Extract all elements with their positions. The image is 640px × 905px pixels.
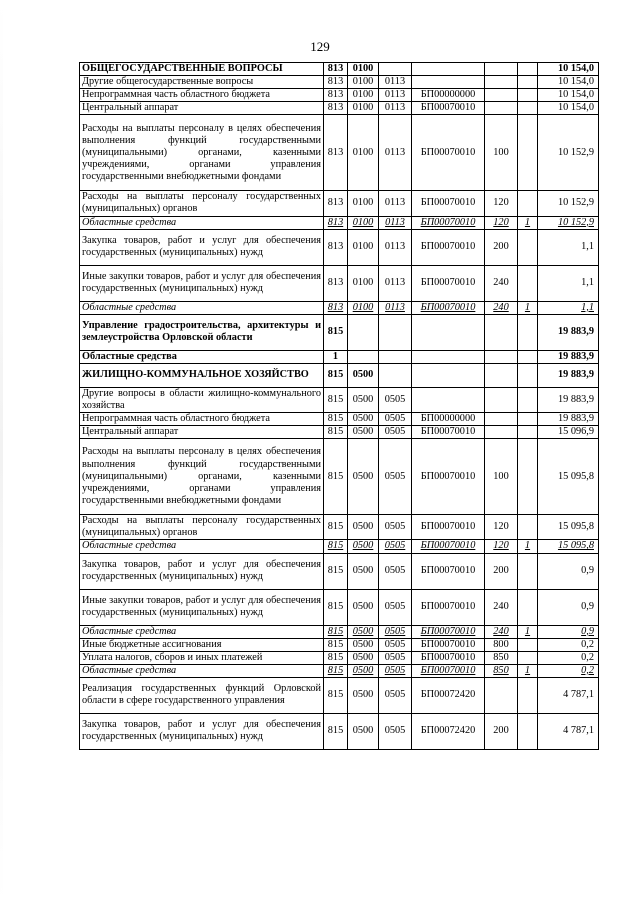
row-subsection-code: 0113 bbox=[379, 102, 412, 115]
row-section-code: 0500 bbox=[348, 413, 379, 426]
table-row bbox=[80, 363, 599, 387]
row-name: Областные средства bbox=[80, 540, 324, 553]
row-section-code: 0500 bbox=[348, 439, 379, 515]
row-subsection-code: 0505 bbox=[379, 426, 412, 439]
table-row bbox=[80, 115, 599, 191]
table-row bbox=[80, 216, 599, 229]
row-target-code: БП00070010 bbox=[412, 191, 485, 216]
row-amount: 1,1 bbox=[538, 229, 599, 265]
row-target-code: БП00070010 bbox=[412, 229, 485, 265]
row-target-code: БП00070010 bbox=[412, 553, 485, 589]
row-amount: 10 152,9 bbox=[538, 216, 599, 229]
row-source bbox=[518, 413, 538, 426]
row-section-code: 0500 bbox=[348, 589, 379, 625]
row-gr-code: 813 bbox=[324, 89, 348, 102]
row-expense-type bbox=[485, 387, 518, 412]
row-gr-code: 813 bbox=[324, 102, 348, 115]
row-amount: 10 154,0 bbox=[538, 63, 599, 76]
row-section-code: 0100 bbox=[348, 89, 379, 102]
row-target-code: БП00072420 bbox=[412, 713, 485, 749]
row-expense-type bbox=[485, 426, 518, 439]
row-gr-code: 1 bbox=[324, 350, 348, 363]
table-row bbox=[80, 553, 599, 589]
row-source: 1 bbox=[518, 301, 538, 314]
row-name: Иные бюджетные ассигнования bbox=[80, 638, 324, 651]
row-section-code: 0500 bbox=[348, 426, 379, 439]
row-name: Закупка товаров, работ и услуг для обеспечения государственных (муниципальных) нужд bbox=[80, 229, 324, 265]
row-amount: 10 154,0 bbox=[538, 76, 599, 89]
row-source bbox=[518, 387, 538, 412]
row-gr-code: 815 bbox=[324, 677, 348, 713]
row-section-code: 0500 bbox=[348, 515, 379, 540]
row-target-code: БП00072420 bbox=[412, 677, 485, 713]
row-gr-code: 815 bbox=[324, 638, 348, 651]
row-source bbox=[518, 713, 538, 749]
row-expense-type: 200 bbox=[485, 229, 518, 265]
row-name: Управление градостроительства, архитектуры и землеустройства Орловской области bbox=[80, 314, 324, 350]
row-gr-code: 815 bbox=[324, 553, 348, 589]
row-section-code bbox=[348, 314, 379, 350]
row-subsection-code: 0113 bbox=[379, 229, 412, 265]
row-amount: 19 883,9 bbox=[538, 413, 599, 426]
row-section-code: 0500 bbox=[348, 677, 379, 713]
row-target-code: БП00070010 bbox=[412, 638, 485, 651]
row-source bbox=[518, 651, 538, 664]
row-target-code: БП00070010 bbox=[412, 589, 485, 625]
row-name: Расходы на выплаты персоналу государственных (муниципальных) органов bbox=[80, 191, 324, 216]
row-subsection-code bbox=[379, 63, 412, 76]
row-subsection-code: 0505 bbox=[379, 540, 412, 553]
row-section-code: 0500 bbox=[348, 540, 379, 553]
row-source bbox=[518, 553, 538, 589]
row-expense-type bbox=[485, 677, 518, 713]
row-gr-code: 815 bbox=[324, 363, 348, 387]
row-expense-type: 200 bbox=[485, 553, 518, 589]
row-source bbox=[518, 439, 538, 515]
row-gr-code: 815 bbox=[324, 589, 348, 625]
table-row bbox=[80, 413, 599, 426]
row-name: Областные средства bbox=[80, 301, 324, 314]
row-source bbox=[518, 363, 538, 387]
row-name: Расходы на выплаты персоналу государственных (муниципальных) органов bbox=[80, 515, 324, 540]
row-subsection-code: 0113 bbox=[379, 265, 412, 301]
row-source bbox=[518, 515, 538, 540]
row-target-code: БП00070010 bbox=[412, 102, 485, 115]
row-source bbox=[518, 89, 538, 102]
row-amount: 15 096,9 bbox=[538, 426, 599, 439]
row-amount: 4 787,1 bbox=[538, 713, 599, 749]
row-subsection-code: 0113 bbox=[379, 216, 412, 229]
row-amount: 10 152,9 bbox=[538, 115, 599, 191]
row-expense-type: 240 bbox=[485, 265, 518, 301]
page-number: 129 bbox=[310, 39, 330, 54]
row-name: Иные закупки товаров, работ и услуг для обеспечения государственных (муниципальных) нужд bbox=[80, 589, 324, 625]
row-section-code: 0500 bbox=[348, 363, 379, 387]
row-subsection-code: 0505 bbox=[379, 625, 412, 638]
row-subsection-code: 0505 bbox=[379, 589, 412, 625]
table-row bbox=[80, 191, 599, 216]
budget-table bbox=[79, 62, 599, 750]
row-target-code bbox=[412, 63, 485, 76]
row-source: 1 bbox=[518, 540, 538, 553]
row-subsection-code: 0505 bbox=[379, 677, 412, 713]
row-name: Другие вопросы в области жилищно-коммунального хозяйства bbox=[80, 387, 324, 412]
row-expense-type bbox=[485, 63, 518, 76]
row-expense-type: 800 bbox=[485, 638, 518, 651]
row-expense-type: 850 bbox=[485, 651, 518, 664]
row-name: Областные средства bbox=[80, 216, 324, 229]
row-source bbox=[518, 265, 538, 301]
row-section-code: 0500 bbox=[348, 651, 379, 664]
row-gr-code: 815 bbox=[324, 439, 348, 515]
row-section-code: 0100 bbox=[348, 102, 379, 115]
row-section-code: 0100 bbox=[348, 265, 379, 301]
table-row bbox=[80, 677, 599, 713]
table-row bbox=[80, 89, 599, 102]
row-target-code: БП00070010 bbox=[412, 515, 485, 540]
row-expense-type bbox=[485, 89, 518, 102]
row-amount: 15 095,8 bbox=[538, 540, 599, 553]
row-amount: 4 787,1 bbox=[538, 677, 599, 713]
row-expense-type: 120 bbox=[485, 515, 518, 540]
table-row bbox=[80, 63, 599, 76]
table-row bbox=[80, 515, 599, 540]
row-subsection-code: 0505 bbox=[379, 515, 412, 540]
row-gr-code: 815 bbox=[324, 540, 348, 553]
row-name: Закупка товаров, работ и услуг для обеспечения государственных (муниципальных) нужд bbox=[80, 713, 324, 749]
table-body bbox=[80, 63, 599, 750]
row-subsection-code: 0505 bbox=[379, 553, 412, 589]
row-amount: 10 152,9 bbox=[538, 191, 599, 216]
table-row bbox=[80, 426, 599, 439]
row-expense-type bbox=[485, 314, 518, 350]
row-subsection-code: 0505 bbox=[379, 439, 412, 515]
row-amount: 19 883,9 bbox=[538, 363, 599, 387]
table-row bbox=[80, 638, 599, 651]
row-section-code: 0500 bbox=[348, 387, 379, 412]
row-expense-type: 200 bbox=[485, 713, 518, 749]
row-amount: 15 095,8 bbox=[538, 439, 599, 515]
row-gr-code: 815 bbox=[324, 426, 348, 439]
row-subsection-code: 0505 bbox=[379, 713, 412, 749]
row-name: Центральный аппарат bbox=[80, 102, 324, 115]
row-amount: 15 095,8 bbox=[538, 515, 599, 540]
row-subsection-code: 0113 bbox=[379, 301, 412, 314]
row-name: Реализация государственных функций Орловской области в сфере государственного управления bbox=[80, 677, 324, 713]
row-subsection-code: 0505 bbox=[379, 638, 412, 651]
row-gr-code: 815 bbox=[324, 314, 348, 350]
row-target-code bbox=[412, 387, 485, 412]
row-source bbox=[518, 115, 538, 191]
row-expense-type bbox=[485, 76, 518, 89]
row-subsection-code: 0505 bbox=[379, 387, 412, 412]
table-row bbox=[80, 387, 599, 412]
row-name: Закупка товаров, работ и услуг для обеспечения государственных (муниципальных) нужд bbox=[80, 553, 324, 589]
row-source bbox=[518, 589, 538, 625]
row-target-code: БП00070010 bbox=[412, 625, 485, 638]
row-gr-code: 813 bbox=[324, 301, 348, 314]
row-subsection-code bbox=[379, 350, 412, 363]
row-gr-code: 813 bbox=[324, 265, 348, 301]
row-gr-code: 815 bbox=[324, 651, 348, 664]
row-target-code: БП00070010 bbox=[412, 426, 485, 439]
row-amount: 19 883,9 bbox=[538, 350, 599, 363]
row-source bbox=[518, 314, 538, 350]
row-section-code: 0500 bbox=[348, 638, 379, 651]
row-name: Расходы на выплаты персоналу в целях обеспечения выполнения функций государственными (муниципальными) органами, казенными учреждениями, органами управления государственными внебюджетными фондами bbox=[80, 115, 324, 191]
row-amount: 1,1 bbox=[538, 301, 599, 314]
row-target-code bbox=[412, 363, 485, 387]
row-expense-type: 120 bbox=[485, 191, 518, 216]
table-row bbox=[80, 540, 599, 553]
row-expense-type: 240 bbox=[485, 589, 518, 625]
row-section-code: 0500 bbox=[348, 713, 379, 749]
row-amount: 0,9 bbox=[538, 625, 599, 638]
table-row bbox=[80, 439, 599, 515]
row-source: 1 bbox=[518, 216, 538, 229]
row-section-code: 0500 bbox=[348, 553, 379, 589]
table-row bbox=[80, 301, 599, 314]
row-name: Непрограммная часть областного бюджета bbox=[80, 89, 324, 102]
row-amount: 0,9 bbox=[538, 553, 599, 589]
row-expense-type: 100 bbox=[485, 439, 518, 515]
table-row bbox=[80, 350, 599, 363]
row-target-code: БП00070010 bbox=[412, 540, 485, 553]
row-source bbox=[518, 350, 538, 363]
table-row bbox=[80, 664, 599, 677]
row-subsection-code: 0505 bbox=[379, 413, 412, 426]
row-gr-code: 815 bbox=[324, 413, 348, 426]
row-section-code: 0100 bbox=[348, 76, 379, 89]
table-row bbox=[80, 314, 599, 350]
row-source bbox=[518, 76, 538, 89]
row-amount: 0,9 bbox=[538, 589, 599, 625]
row-expense-type: 240 bbox=[485, 625, 518, 638]
row-name: Другие общегосударственные вопросы bbox=[80, 76, 324, 89]
row-expense-type: 240 bbox=[485, 301, 518, 314]
row-gr-code: 813 bbox=[324, 191, 348, 216]
row-subsection-code: 0505 bbox=[379, 664, 412, 677]
row-target-code bbox=[412, 314, 485, 350]
row-source bbox=[518, 677, 538, 713]
table-row bbox=[80, 76, 599, 89]
row-gr-code: 813 bbox=[324, 63, 348, 76]
row-subsection-code: 0505 bbox=[379, 651, 412, 664]
row-target-code bbox=[412, 76, 485, 89]
row-name: Областные средства bbox=[80, 350, 324, 363]
row-subsection-code: 0113 bbox=[379, 89, 412, 102]
row-name: ЖИЛИЩНО-КОММУНАЛЬНОЕ ХОЗЯЙСТВО bbox=[80, 363, 324, 387]
row-amount: 1,1 bbox=[538, 265, 599, 301]
row-amount: 10 154,0 bbox=[538, 102, 599, 115]
table-row bbox=[80, 102, 599, 115]
row-expense-type: 120 bbox=[485, 540, 518, 553]
table-row bbox=[80, 625, 599, 638]
row-name: Непрограммная часть областного бюджета bbox=[80, 413, 324, 426]
row-section-code bbox=[348, 350, 379, 363]
row-name: Иные закупки товаров, работ и услуг для обеспечения государственных (муниципальных) нужд bbox=[80, 265, 324, 301]
row-subsection-code bbox=[379, 314, 412, 350]
row-source bbox=[518, 63, 538, 76]
row-amount: 10 154,0 bbox=[538, 89, 599, 102]
row-expense-type: 100 bbox=[485, 115, 518, 191]
table-row bbox=[80, 589, 599, 625]
row-section-code: 0100 bbox=[348, 115, 379, 191]
row-gr-code: 813 bbox=[324, 216, 348, 229]
row-gr-code: 813 bbox=[324, 115, 348, 191]
row-target-code: БП00070010 bbox=[412, 301, 485, 314]
row-name: ОБЩЕГОСУДАРСТВЕННЫЕ ВОПРОСЫ bbox=[80, 63, 324, 76]
row-name: Областные средства bbox=[80, 664, 324, 677]
row-gr-code: 815 bbox=[324, 625, 348, 638]
row-name: Уплата налогов, сборов и иных платежей bbox=[80, 651, 324, 664]
row-section-code: 0100 bbox=[348, 191, 379, 216]
row-source: 1 bbox=[518, 625, 538, 638]
row-expense-type bbox=[485, 350, 518, 363]
row-target-code: БП00000000 bbox=[412, 89, 485, 102]
row-expense-type bbox=[485, 363, 518, 387]
row-section-code: 0100 bbox=[348, 301, 379, 314]
row-gr-code: 815 bbox=[324, 387, 348, 412]
row-name: Расходы на выплаты персоналу в целях обеспечения выполнения функций государственными (муниципальными) органами, казенными учреждениями, органами управления государственными внебюджетными фондами bbox=[80, 439, 324, 515]
row-source bbox=[518, 229, 538, 265]
row-expense-type: 850 bbox=[485, 664, 518, 677]
row-name: Центральный аппарат bbox=[80, 426, 324, 439]
row-target-code: БП00070010 bbox=[412, 216, 485, 229]
row-source bbox=[518, 426, 538, 439]
row-target-code: БП00070010 bbox=[412, 265, 485, 301]
row-expense-type bbox=[485, 102, 518, 115]
row-target-code: БП00070010 bbox=[412, 115, 485, 191]
row-target-code: БП00070010 bbox=[412, 439, 485, 515]
row-gr-code: 813 bbox=[324, 229, 348, 265]
row-amount: 0,2 bbox=[538, 651, 599, 664]
row-section-code: 0100 bbox=[348, 216, 379, 229]
row-section-code: 0100 bbox=[348, 229, 379, 265]
row-gr-code: 813 bbox=[324, 76, 348, 89]
row-target-code: БП00070010 bbox=[412, 664, 485, 677]
row-target-code: БП00070010 bbox=[412, 651, 485, 664]
scan-edge bbox=[0, 0, 3, 905]
row-expense-type: 120 bbox=[485, 216, 518, 229]
row-subsection-code: 0113 bbox=[379, 191, 412, 216]
row-source bbox=[518, 191, 538, 216]
row-source bbox=[518, 102, 538, 115]
row-target-code: БП00000000 bbox=[412, 413, 485, 426]
table-row bbox=[80, 713, 599, 749]
row-section-code: 0100 bbox=[348, 63, 379, 76]
row-subsection-code bbox=[379, 363, 412, 387]
row-gr-code: 815 bbox=[324, 664, 348, 677]
row-section-code: 0500 bbox=[348, 664, 379, 677]
row-target-code bbox=[412, 350, 485, 363]
row-expense-type bbox=[485, 413, 518, 426]
table-row bbox=[80, 651, 599, 664]
row-source: 1 bbox=[518, 664, 538, 677]
row-amount: 19 883,9 bbox=[538, 314, 599, 350]
row-name: Областные средства bbox=[80, 625, 324, 638]
table-row bbox=[80, 229, 599, 265]
row-amount: 0,2 bbox=[538, 664, 599, 677]
row-gr-code: 815 bbox=[324, 713, 348, 749]
row-subsection-code: 0113 bbox=[379, 115, 412, 191]
row-amount: 19 883,9 bbox=[538, 387, 599, 412]
row-amount: 0,2 bbox=[538, 638, 599, 651]
row-section-code: 0500 bbox=[348, 625, 379, 638]
row-subsection-code: 0113 bbox=[379, 76, 412, 89]
row-source bbox=[518, 638, 538, 651]
table-row bbox=[80, 265, 599, 301]
row-gr-code: 815 bbox=[324, 515, 348, 540]
